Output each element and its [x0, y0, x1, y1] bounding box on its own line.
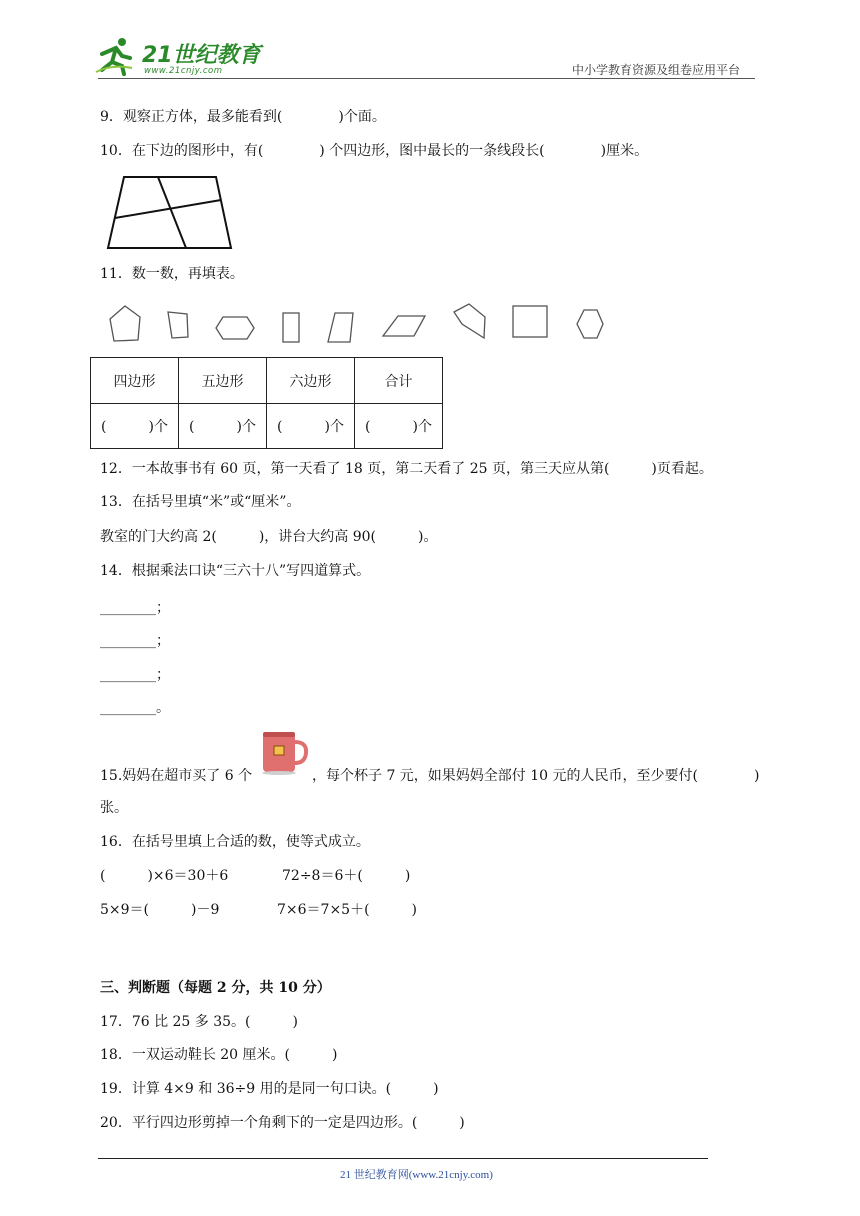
equation[interactable]: 7×6＝7×5＋( ): [277, 902, 418, 918]
question-15-start: 15.妈妈在超市买了 6 个: [100, 768, 253, 784]
quad-shape-1: [168, 312, 188, 338]
header-right-text: 中小学教育资源及组卷应用平台: [572, 63, 741, 77]
table-header: 四边形: [91, 358, 179, 404]
logo: [92, 34, 262, 78]
count-table: [90, 357, 443, 449]
question-19: 19．计算 4×9 和 36÷9 用的是同一句口诀。( ): [100, 1081, 439, 1097]
square-shape: [513, 306, 547, 337]
rectangle-shape: [283, 313, 299, 342]
answer-blank[interactable]: ________；: [100, 600, 170, 616]
footer-rule: [98, 1158, 708, 1159]
question-15-end: 张。: [100, 800, 128, 816]
question-12: 12．一本故事书有 60 页，第一天看了 18 页，第二天看了 25 页，第三天应从第( )页看起。: [100, 461, 713, 477]
question-11: 11．数一数，再填表。: [100, 266, 244, 282]
answer-blank[interactable]: ________；: [100, 633, 170, 649]
question-17: 17．76 比 25 多 35。( ): [100, 1014, 298, 1030]
question-10: 10．在下边的图形中，有( ) 个四边形，图中最长的一条线段长( )厘米。: [100, 143, 649, 159]
pentagon-shape: [110, 306, 140, 341]
hexagon-shape-1: [216, 317, 254, 339]
question-13-line: 教室的门大约高 2( )，讲台大约高 90( )。: [100, 529, 438, 545]
runner-logo-icon: [92, 34, 136, 78]
table-cell[interactable]: ( )个: [267, 404, 355, 449]
question-13: 13．在括号里填“米”或“厘米”。: [100, 494, 301, 510]
table-header: 合计: [355, 358, 443, 404]
hexagon-shape-2: [577, 310, 603, 338]
equation[interactable]: 72÷8＝6＋( ): [282, 868, 411, 884]
header-rule: [98, 78, 755, 79]
question-18: 18．一双运动鞋长 20 厘米。( ): [100, 1047, 338, 1063]
trapezoid-shape: [328, 313, 353, 342]
table-cell[interactable]: ( )个: [355, 404, 443, 449]
logo-url: www.21cnjy.com: [144, 66, 223, 76]
footer-text: 21 世纪教育网(www.21cnjy.com): [340, 1169, 493, 1181]
answer-blank[interactable]: ________；: [100, 667, 170, 683]
table-cell[interactable]: ( )个: [91, 404, 179, 449]
table-cell[interactable]: ( )个: [179, 404, 267, 449]
question-16: 16．在括号里填上合适的数，使等式成立。: [100, 834, 370, 850]
question-15-mid: ，每个杯子 7 元，如果妈妈全部付 10 元的人民币，至少要付( ): [312, 768, 760, 784]
logo-text: 21世纪教育: [142, 43, 261, 68]
pentagon-shape-2: [454, 304, 485, 338]
question-20: 20．平行四边形剪掉一个角剩下的一定是四边形。( ): [100, 1115, 465, 1131]
section-heading: 三、判断题（每题 2 分，共 10 分）: [100, 980, 331, 996]
cup-icon: [260, 728, 310, 778]
table-header: 五边形: [179, 358, 267, 404]
table-header: 六边形: [267, 358, 355, 404]
trapezoid-figure: [104, 172, 236, 252]
question-14: 14．根据乘法口诀“三六十八”写四道算式。: [100, 563, 371, 579]
question-9: 9．观察正方体，最多能看到( )个面。: [100, 109, 386, 125]
equation[interactable]: 5×9＝( )－9: [100, 902, 220, 918]
shapes-row: [104, 300, 614, 350]
parallelogram-shape: [383, 316, 425, 336]
equation[interactable]: ( )×6＝30＋6: [100, 868, 229, 884]
answer-blank[interactable]: ________。: [100, 700, 170, 716]
